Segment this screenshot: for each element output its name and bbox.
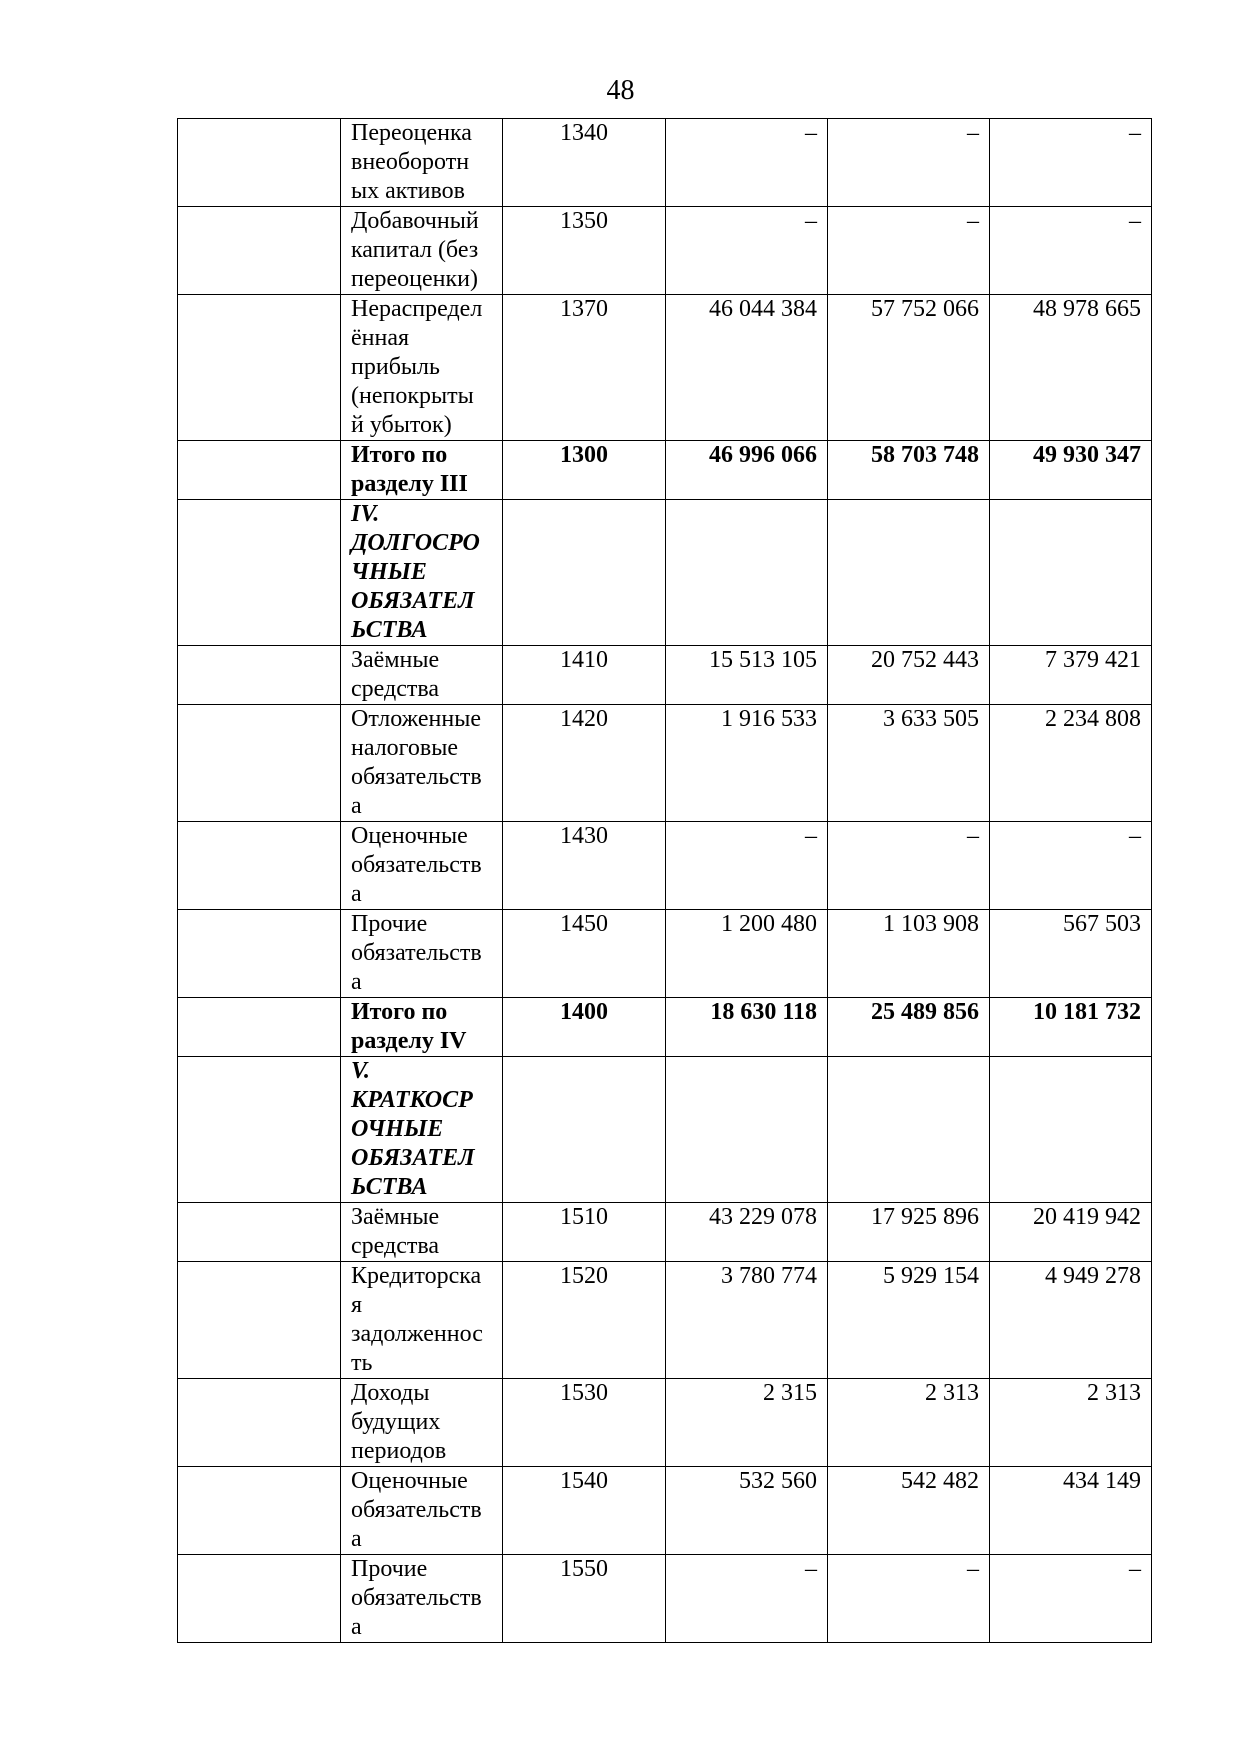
value-col-3: 48 978 665 xyxy=(990,295,1152,441)
row-name: Оценочные обязательств а xyxy=(341,822,503,910)
value-col-3: – xyxy=(990,822,1152,910)
section-title: V. КРАТКОСР ОЧНЫЕ ОБЯЗАТЕЛ ЬСТВА xyxy=(341,1057,503,1203)
row-name: Оценочные обязательств а xyxy=(341,1467,503,1555)
empty-cell xyxy=(178,1203,341,1262)
value-col-2: – xyxy=(828,119,990,207)
value-col-3: – xyxy=(990,207,1152,295)
value-col-1: 15 513 105 xyxy=(666,646,828,705)
value-col-2: 1 103 908 xyxy=(828,910,990,998)
row-code: 1350 xyxy=(503,207,666,295)
row-code: 1430 xyxy=(503,822,666,910)
table-row xyxy=(178,822,1152,910)
row-code: 1510 xyxy=(503,1203,666,1262)
value-col-3: 567 503 xyxy=(990,910,1152,998)
empty-cell xyxy=(178,1057,341,1203)
row-name: Заёмные средства xyxy=(341,646,503,705)
empty-cell xyxy=(178,822,341,910)
table-row xyxy=(178,119,1152,207)
row-code: 1300 xyxy=(503,441,666,500)
empty-cell xyxy=(666,500,828,646)
empty-cell xyxy=(178,646,341,705)
row-name: Добавочный капитал (без переоценки) xyxy=(341,207,503,295)
empty-cell xyxy=(178,441,341,500)
value-col-1: 1 916 533 xyxy=(666,705,828,822)
empty-cell xyxy=(828,500,990,646)
value-col-2: 20 752 443 xyxy=(828,646,990,705)
value-col-1: – xyxy=(666,822,828,910)
empty-cell xyxy=(178,207,341,295)
table-row xyxy=(178,646,1152,705)
table-row xyxy=(178,705,1152,822)
value-col-3: 49 930 347 xyxy=(990,441,1152,500)
row-name: Прочие обязательств а xyxy=(341,1555,503,1643)
value-col-1: 532 560 xyxy=(666,1467,828,1555)
row-code: 1340 xyxy=(503,119,666,207)
row-code: 1540 xyxy=(503,1467,666,1555)
row-name: Переоценка внеоборотн ых активов xyxy=(341,119,503,207)
value-col-2: 3 633 505 xyxy=(828,705,990,822)
value-col-1: – xyxy=(666,207,828,295)
empty-cell xyxy=(178,119,341,207)
value-col-3: 2 234 808 xyxy=(990,705,1152,822)
value-col-1: 18 630 118 xyxy=(666,998,828,1057)
row-name: Нераспредел ённая прибыль (непокрыты й убыток) xyxy=(341,295,503,441)
empty-cell xyxy=(990,1057,1152,1203)
value-col-3: 7 379 421 xyxy=(990,646,1152,705)
section-title: IV. ДОЛГОСРО ЧНЫЕ ОБЯЗАТЕЛ ЬСТВА xyxy=(341,500,503,646)
row-name: Отложенные налоговые обязательств а xyxy=(341,705,503,822)
empty-cell xyxy=(503,500,666,646)
row-code: 1530 xyxy=(503,1379,666,1467)
value-col-1: 43 229 078 xyxy=(666,1203,828,1262)
empty-cell xyxy=(990,500,1152,646)
row-code: 1520 xyxy=(503,1262,666,1379)
value-col-1: – xyxy=(666,119,828,207)
row-code: 1550 xyxy=(503,1555,666,1643)
page-number: 48 xyxy=(606,75,635,106)
empty-cell xyxy=(178,295,341,441)
empty-cell xyxy=(666,1057,828,1203)
value-col-2: 58 703 748 xyxy=(828,441,990,500)
value-col-2: – xyxy=(828,207,990,295)
table-row xyxy=(178,1203,1152,1262)
balance-sheet-table xyxy=(177,118,1152,1643)
value-col-2: 57 752 066 xyxy=(828,295,990,441)
empty-cell xyxy=(178,1555,341,1643)
row-name: Доходы будущих периодов xyxy=(341,1379,503,1467)
table-row xyxy=(178,1262,1152,1379)
value-col-3: 4 949 278 xyxy=(990,1262,1152,1379)
empty-cell xyxy=(178,1262,341,1379)
row-code: 1410 xyxy=(503,646,666,705)
value-col-3: 20 419 942 xyxy=(990,1203,1152,1262)
value-col-2: 25 489 856 xyxy=(828,998,990,1057)
value-col-1: 2 315 xyxy=(666,1379,828,1467)
table-row xyxy=(178,295,1152,441)
table-row xyxy=(178,207,1152,295)
row-code: 1450 xyxy=(503,910,666,998)
empty-cell xyxy=(178,500,341,646)
value-col-1: 3 780 774 xyxy=(666,1262,828,1379)
empty-cell xyxy=(178,705,341,822)
value-col-2: – xyxy=(828,822,990,910)
row-name: Итого по разделу IV xyxy=(341,998,503,1057)
value-col-1: 46 996 066 xyxy=(666,441,828,500)
section-total-row xyxy=(178,441,1152,500)
section-header-row xyxy=(178,500,1152,646)
value-col-3: 2 313 xyxy=(990,1379,1152,1467)
value-col-3: 434 149 xyxy=(990,1467,1152,1555)
value-col-1: 1 200 480 xyxy=(666,910,828,998)
value-col-3: – xyxy=(990,119,1152,207)
row-name: Заёмные средства xyxy=(341,1203,503,1262)
row-code: 1400 xyxy=(503,998,666,1057)
section-header-row xyxy=(178,1057,1152,1203)
empty-cell xyxy=(178,1467,341,1555)
table-row xyxy=(178,1379,1152,1467)
empty-cell xyxy=(503,1057,666,1203)
value-col-2: 2 313 xyxy=(828,1379,990,1467)
table-row xyxy=(178,910,1152,998)
row-code: 1420 xyxy=(503,705,666,822)
row-code: 1370 xyxy=(503,295,666,441)
value-col-2: 542 482 xyxy=(828,1467,990,1555)
empty-cell xyxy=(178,1379,341,1467)
table-row xyxy=(178,1467,1152,1555)
row-name: Кредиторска я задолженнос ть xyxy=(341,1262,503,1379)
value-col-2: 5 929 154 xyxy=(828,1262,990,1379)
table-row xyxy=(178,1555,1152,1643)
empty-cell xyxy=(828,1057,990,1203)
section-total-row xyxy=(178,998,1152,1057)
value-col-1: 46 044 384 xyxy=(666,295,828,441)
row-name: Прочие обязательств а xyxy=(341,910,503,998)
empty-cell xyxy=(178,998,341,1057)
value-col-2: 17 925 896 xyxy=(828,1203,990,1262)
empty-cell xyxy=(178,910,341,998)
value-col-2: – xyxy=(828,1555,990,1643)
value-col-3: – xyxy=(990,1555,1152,1643)
value-col-3: 10 181 732 xyxy=(990,998,1152,1057)
value-col-1: – xyxy=(666,1555,828,1643)
row-name: Итого по разделу III xyxy=(341,441,503,500)
